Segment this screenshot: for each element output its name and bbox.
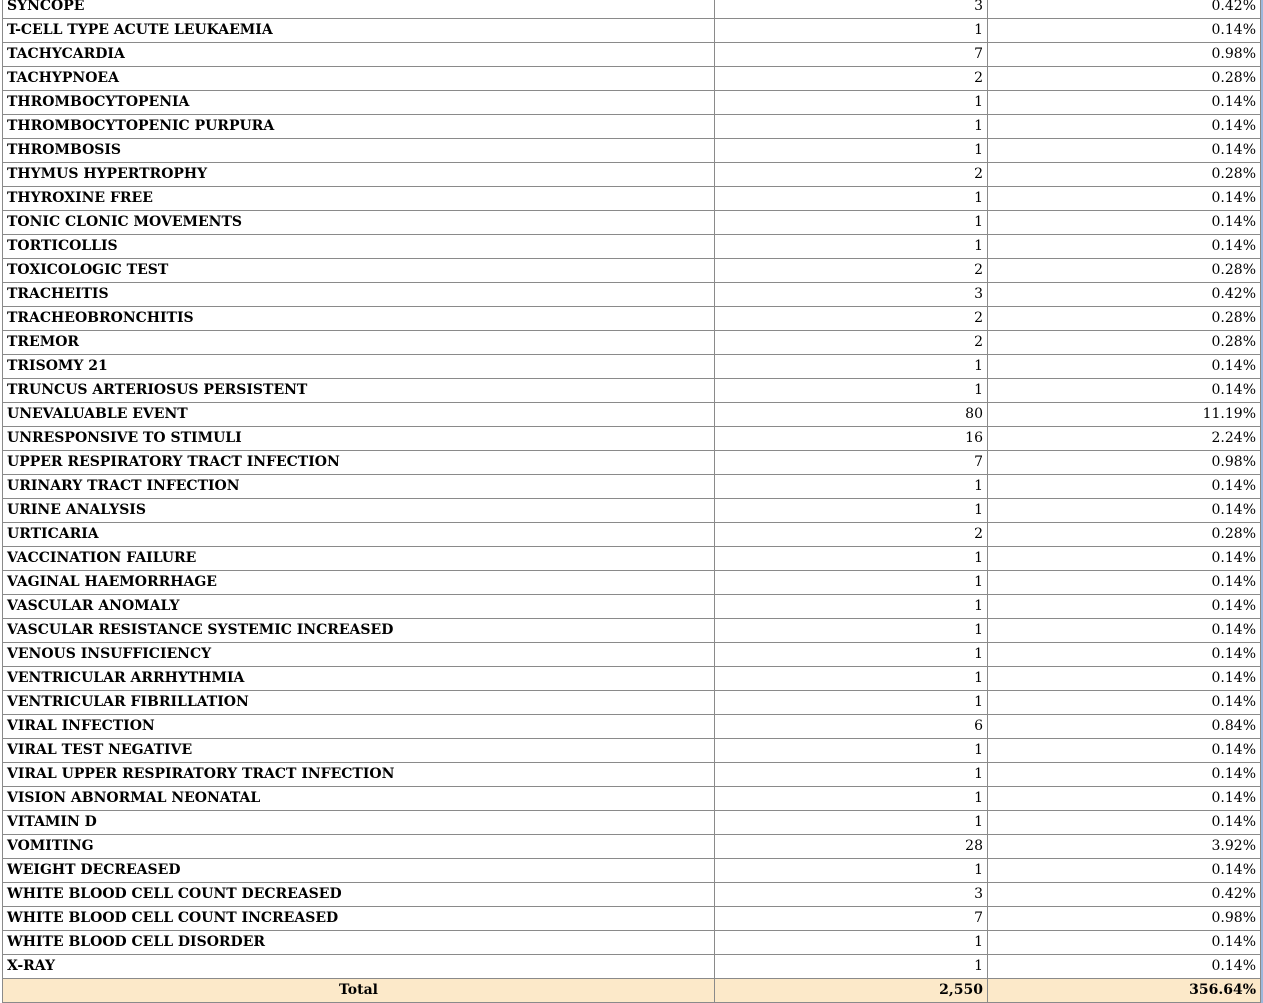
event-term-cell: VOMITING (3, 835, 715, 859)
event-term-cell: TRACHEOBRONCHITIS (3, 307, 715, 331)
percentage-cell: 0.14% (988, 187, 1261, 211)
percentage-cell: 0.28% (988, 307, 1261, 331)
count-cell: 1 (715, 235, 988, 259)
count-cell: 2 (715, 163, 988, 187)
table-row (3, 859, 1261, 883)
table-row (3, 451, 1261, 475)
event-term-cell: VENOUS INSUFFICIENCY (3, 643, 715, 667)
count-cell: 1 (715, 115, 988, 139)
event-term-cell: URTICARIA (3, 523, 715, 547)
table-row (3, 499, 1261, 523)
event-term-cell: SYNCOPE (3, 0, 715, 19)
percentage-cell: 0.84% (988, 715, 1261, 739)
event-term-cell: VENTRICULAR FIBRILLATION (3, 691, 715, 715)
event-term-cell: T-CELL TYPE ACUTE LEUKAEMIA (3, 19, 715, 43)
percentage-cell: 0.14% (988, 19, 1261, 43)
count-cell: 2 (715, 331, 988, 355)
count-cell: 3 (715, 283, 988, 307)
percentage-cell: 0.14% (988, 499, 1261, 523)
event-term-cell: WHITE BLOOD CELL COUNT INCREASED (3, 907, 715, 931)
percentage-cell: 0.14% (988, 619, 1261, 643)
count-cell: 1 (715, 475, 988, 499)
table-row (3, 115, 1261, 139)
percentage-cell: 0.14% (988, 547, 1261, 571)
event-term-cell: TOXICOLOGIC TEST (3, 259, 715, 283)
count-cell: 28 (715, 835, 988, 859)
table-row (3, 643, 1261, 667)
count-cell: 6 (715, 715, 988, 739)
event-term-cell: VENTRICULAR ARRHYTHMIA (3, 667, 715, 691)
table-row (3, 67, 1261, 91)
event-term-cell: TREMOR (3, 331, 715, 355)
event-term-cell: WHITE BLOOD CELL COUNT DECREASED (3, 883, 715, 907)
percentage-cell: 0.14% (988, 211, 1261, 235)
percentage-cell: 0.28% (988, 331, 1261, 355)
percentage-cell: 0.14% (988, 763, 1261, 787)
event-term-cell: UNRESPONSIVE TO STIMULI (3, 427, 715, 451)
event-term-cell: VIRAL TEST NEGATIVE (3, 739, 715, 763)
table-row (3, 0, 1261, 19)
percentage-cell: 0.14% (988, 235, 1261, 259)
event-term-cell: THYMUS HYPERTROPHY (3, 163, 715, 187)
event-term-cell: VAGINAL HAEMORRHAGE (3, 571, 715, 595)
total-row (3, 979, 1261, 1003)
count-cell: 1 (715, 787, 988, 811)
event-term-cell: THYROXINE FREE (3, 187, 715, 211)
percentage-cell: 0.14% (988, 787, 1261, 811)
table-row (3, 931, 1261, 955)
table-row (3, 811, 1261, 835)
count-cell: 1 (715, 691, 988, 715)
percentage-cell: 0.28% (988, 259, 1261, 283)
total-percentage: 356.64% (988, 979, 1261, 1003)
count-cell: 1 (715, 739, 988, 763)
percentage-cell: 11.19% (988, 403, 1261, 427)
percentage-cell: 0.28% (988, 523, 1261, 547)
count-cell: 1 (715, 499, 988, 523)
count-cell: 7 (715, 43, 988, 67)
table-row (3, 403, 1261, 427)
event-term-cell: TONIC CLONIC MOVEMENTS (3, 211, 715, 235)
count-cell: 80 (715, 403, 988, 427)
percentage-cell: 2.24% (988, 427, 1261, 451)
table-row (3, 187, 1261, 211)
table-body (3, 0, 1261, 979)
percentage-cell: 0.14% (988, 595, 1261, 619)
percentage-cell: 0.14% (988, 379, 1261, 403)
event-term-cell: VACCINATION FAILURE (3, 547, 715, 571)
percentage-cell: 0.14% (988, 667, 1261, 691)
event-term-cell: THROMBOSIS (3, 139, 715, 163)
percentage-cell: 0.14% (988, 739, 1261, 763)
table-row (3, 427, 1261, 451)
count-cell: 1 (715, 355, 988, 379)
table-row (3, 259, 1261, 283)
count-cell: 1 (715, 571, 988, 595)
count-cell: 3 (715, 883, 988, 907)
event-term-cell: TRISOMY 21 (3, 355, 715, 379)
table-row (3, 475, 1261, 499)
event-term-cell: UPPER RESPIRATORY TRACT INFECTION (3, 451, 715, 475)
table-row (3, 667, 1261, 691)
percentage-cell: 0.98% (988, 451, 1261, 475)
percentage-cell: 0.14% (988, 931, 1261, 955)
event-term-cell: TACHYPNOEA (3, 67, 715, 91)
table-row (3, 787, 1261, 811)
percentage-cell: 0.42% (988, 283, 1261, 307)
event-term-cell: VIRAL UPPER RESPIRATORY TRACT INFECTION (3, 763, 715, 787)
table-row (3, 163, 1261, 187)
count-cell: 2 (715, 523, 988, 547)
count-cell: 7 (715, 907, 988, 931)
event-term-cell: URINARY TRACT INFECTION (3, 475, 715, 499)
count-cell: 1 (715, 379, 988, 403)
event-term-cell: TRACHEITIS (3, 283, 715, 307)
event-term-cell: THROMBOCYTOPENIA (3, 91, 715, 115)
percentage-cell: 0.14% (988, 475, 1261, 499)
percentage-cell: 0.14% (988, 355, 1261, 379)
count-cell: 1 (715, 139, 988, 163)
count-cell: 7 (715, 451, 988, 475)
table-row (3, 307, 1261, 331)
percentage-cell: 0.42% (988, 883, 1261, 907)
count-cell: 16 (715, 427, 988, 451)
table-row (3, 547, 1261, 571)
event-term-cell: UNEVALUABLE EVENT (3, 403, 715, 427)
event-term-cell: VIRAL INFECTION (3, 715, 715, 739)
percentage-cell: 0.14% (988, 91, 1261, 115)
count-cell: 1 (715, 955, 988, 979)
percentage-cell: 0.14% (988, 643, 1261, 667)
total-count: 2,550 (715, 979, 988, 1003)
count-cell: 1 (715, 91, 988, 115)
event-term-cell: VASCULAR ANOMALY (3, 595, 715, 619)
table-row (3, 883, 1261, 907)
event-term-cell: X-RAY (3, 955, 715, 979)
table-row (3, 715, 1261, 739)
table-row (3, 43, 1261, 67)
table-row (3, 619, 1261, 643)
percentage-cell: 0.98% (988, 43, 1261, 67)
count-cell: 1 (715, 547, 988, 571)
count-cell: 2 (715, 67, 988, 91)
count-cell: 1 (715, 763, 988, 787)
table-row (3, 691, 1261, 715)
event-term-cell: TACHYCARDIA (3, 43, 715, 67)
percentage-cell: 0.14% (988, 955, 1261, 979)
count-cell: 1 (715, 643, 988, 667)
count-cell: 1 (715, 19, 988, 43)
count-cell: 1 (715, 187, 988, 211)
count-cell: 1 (715, 595, 988, 619)
percentage-cell: 0.14% (988, 571, 1261, 595)
event-term-cell: VISION ABNORMAL NEONATAL (3, 787, 715, 811)
table-row (3, 571, 1261, 595)
percentage-cell: 0.28% (988, 163, 1261, 187)
count-cell: 2 (715, 259, 988, 283)
table-row (3, 907, 1261, 931)
table-row (3, 211, 1261, 235)
event-term-cell: THROMBOCYTOPENIC PURPURA (3, 115, 715, 139)
percentage-cell: 0.14% (988, 691, 1261, 715)
count-cell: 1 (715, 667, 988, 691)
percentage-cell: 0.14% (988, 811, 1261, 835)
table-row (3, 91, 1261, 115)
table-row (3, 739, 1261, 763)
count-cell: 1 (715, 859, 988, 883)
table-row (3, 331, 1261, 355)
event-term-cell: URINE ANALYSIS (3, 499, 715, 523)
table-row (3, 355, 1261, 379)
percentage-cell: 0.14% (988, 115, 1261, 139)
count-cell: 1 (715, 211, 988, 235)
adverse-events-table (2, 0, 1261, 1003)
table-row (3, 19, 1261, 43)
percentage-cell: 0.14% (988, 139, 1261, 163)
table-row (3, 139, 1261, 163)
table-row (3, 283, 1261, 307)
table-row (3, 955, 1261, 979)
count-cell: 1 (715, 931, 988, 955)
table-row (3, 235, 1261, 259)
count-cell: 1 (715, 619, 988, 643)
percentage-cell: 3.92% (988, 835, 1261, 859)
event-term-cell: WEIGHT DECREASED (3, 859, 715, 883)
table-row (3, 763, 1261, 787)
percentage-cell: 0.28% (988, 67, 1261, 91)
event-term-cell: VITAMIN D (3, 811, 715, 835)
table-row (3, 835, 1261, 859)
table-row (3, 595, 1261, 619)
count-cell: 2 (715, 307, 988, 331)
event-term-cell: VASCULAR RESISTANCE SYSTEMIC INCREASED (3, 619, 715, 643)
percentage-cell: 0.98% (988, 907, 1261, 931)
count-cell: 1 (715, 811, 988, 835)
table-row (3, 379, 1261, 403)
count-cell: 3 (715, 0, 988, 19)
event-term-cell: WHITE BLOOD CELL DISORDER (3, 931, 715, 955)
table-row (3, 523, 1261, 547)
percentage-cell: 0.42% (988, 0, 1261, 19)
event-term-cell: TRUNCUS ARTERIOSUS PERSISTENT (3, 379, 715, 403)
event-term-cell: TORTICOLLIS (3, 235, 715, 259)
total-label: Total (3, 979, 715, 1003)
percentage-cell: 0.14% (988, 859, 1261, 883)
